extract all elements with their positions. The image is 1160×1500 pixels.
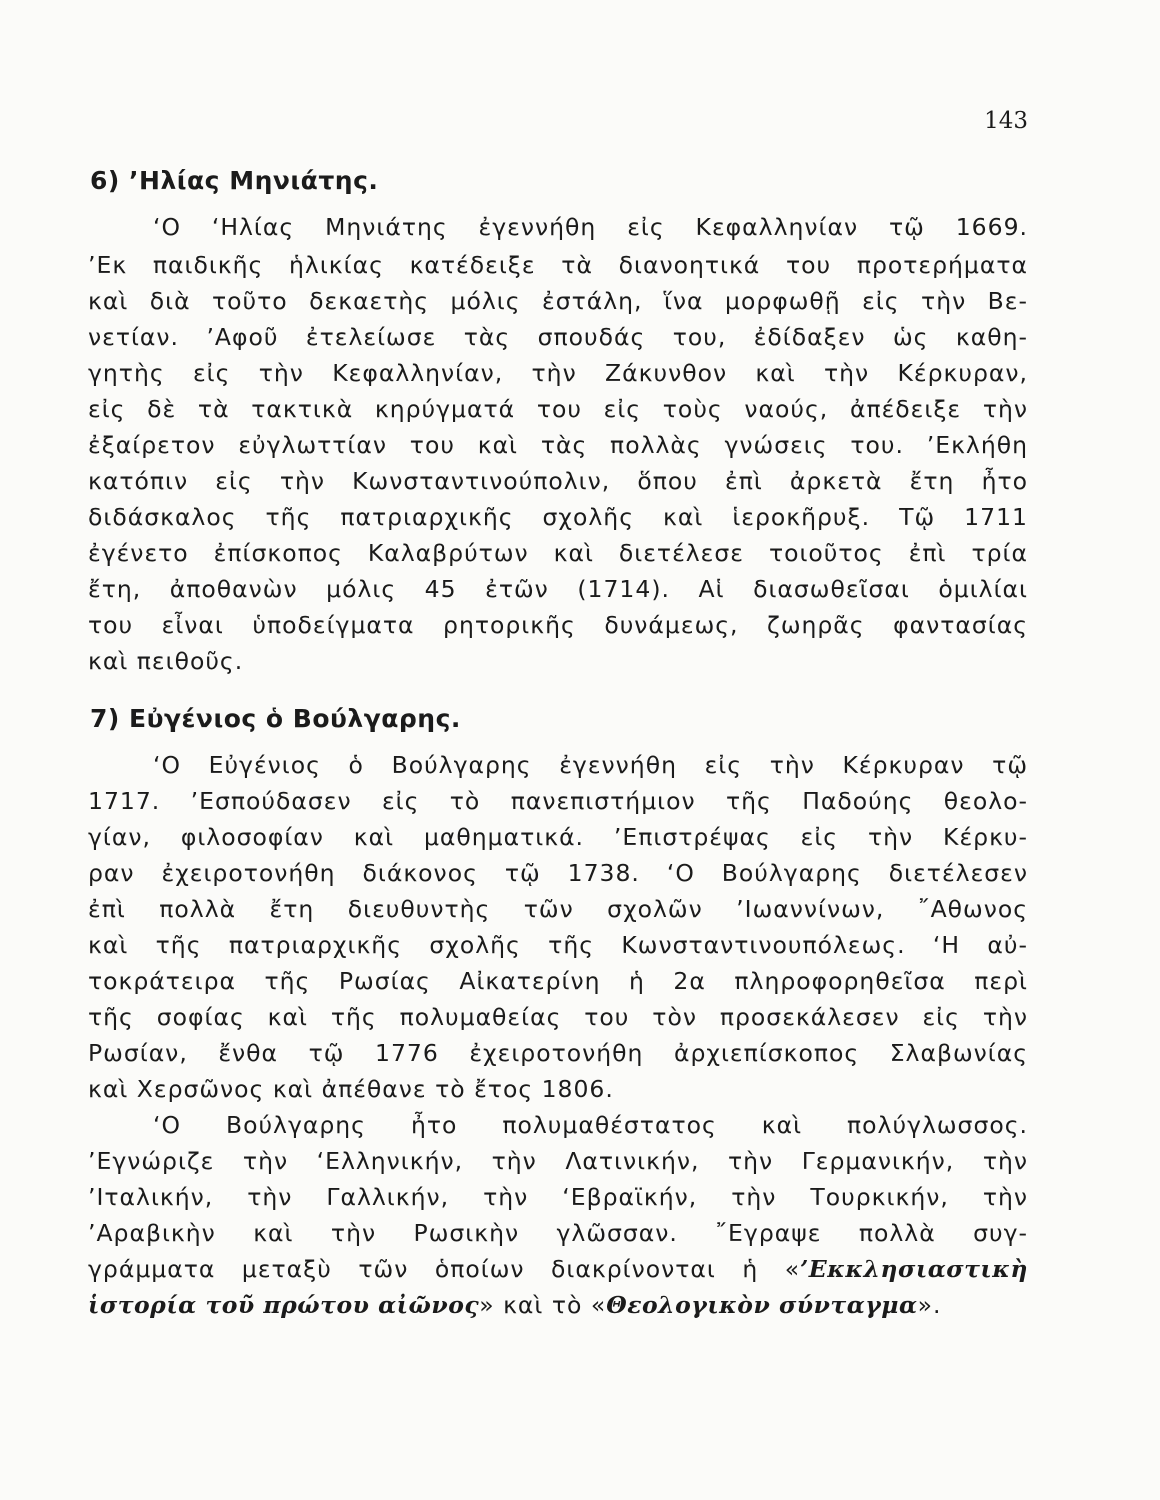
paragraph-line: νετίαν. ’Αφοῦ ἐτελείωσε τὰς σπουδάς του, ἐδίδαξεν ὡς καθη- bbox=[88, 323, 1028, 351]
paragraph-line: ‘Ο ‘Ηλίας Μηνιάτης ἐγεννήθη εἰς Κεφαλληνίαν τῷ 1669. bbox=[153, 213, 1028, 241]
paragraph-line: ‘Ο Εὐγένιος ὁ Βούλγαρης ἐγεννήθη εἰς τὴν Κέρκυραν τῷ bbox=[153, 751, 1028, 779]
paragraph-line: ’Αραβικὴν καὶ τὴν Ρωσικὴν γλῶσσαν. ῎Εγραψε πολλὰ συγ- bbox=[88, 1219, 1028, 1247]
paragraph-line: καὶ τῆς πατριαρχικῆς σχολῆς τῆς Κωνσταντινουπόλεως. ‘Η αὐ- bbox=[88, 931, 1028, 959]
book-title-italic: ’Εκκλησιαστικὴ bbox=[800, 1255, 1028, 1283]
line-text: » καὶ τὸ « bbox=[479, 1291, 607, 1319]
page-number: 143 bbox=[984, 108, 1028, 134]
paragraph-line: Ρωσίαν, ἔνθα τῷ 1776 ἐχειροτονήθη ἀρχιεπίσκοπος Σλαβωνίας bbox=[88, 1039, 1028, 1067]
paragraph-line: ραν ἐχειροτονήθη διάκονος τῷ 1738. ‘Ο Βούλγαρης διετέλεσεν bbox=[88, 859, 1028, 887]
line-text: ». bbox=[917, 1291, 942, 1319]
paragraph-line: εἰς δὲ τὰ τακτικὰ κηρύγματά του εἰς τοὺς ναούς, ἀπέδειξε τὴν bbox=[88, 395, 1028, 423]
line-text: γράμματα μεταξὺ τῶν ὁποίων διακρίνονται ἡ « bbox=[88, 1255, 801, 1283]
paragraph-line: ’Εγνώριζε τὴν ‘Ελληνικήν, τὴν Λατινικήν, τὴν Γερμανικήν, τὴν bbox=[88, 1147, 1028, 1175]
paragraph-line: τῆς σοφίας καὶ τῆς πολυμαθείας του τὸν προσεκάλεσεν εἰς τὴν bbox=[88, 1003, 1028, 1031]
book-title-italic: Θεολογικὸν σύνταγμα bbox=[606, 1291, 918, 1319]
paragraph-line: καὶ Χερσῶνος καὶ ἀπέθανε τὸ ἔτος 1806. bbox=[88, 1075, 614, 1103]
paragraph-line: ’Ιταλικήν, τὴν Γαλλικήν, τὴν ‘Εβραϊκήν, τὴν Τουρκικήν, τὴν bbox=[88, 1183, 1028, 1211]
paragraph-line: γητὴς εἰς τὴν Κεφαλληνίαν, τὴν Ζάκυνθον καὶ τὴν Κέρκυραν, bbox=[88, 359, 1028, 387]
paragraph-line: 1717. ’Εσπούδασεν εἰς τὸ πανεπιστήμιον τῆς Παδούης θεολο- bbox=[88, 787, 1028, 815]
paragraph-line: ἐγένετο ἐπίσκοπος Καλαβρύτων καὶ διετέλεσε τοιοῦτος ἐπὶ τρία bbox=[88, 539, 1028, 567]
paragraph-line: ἐξαίρετον εὐγλωττίαν του καὶ τὰς πολλὰς γνώσεις του. ’Εκλήθη bbox=[88, 431, 1028, 459]
paragraph-line: γίαν, φιλοσοφίαν καὶ μαθηματικά. ’Επιστρέψας εἰς τὴν Κέρκυ- bbox=[88, 823, 1028, 851]
paragraph-line: τοκράτειρα τῆς Ρωσίας Αἰκατερίνη ἡ 2α πληροφορηθεῖσα περὶ bbox=[88, 967, 1028, 995]
paragraph-line: ἔτη, ἀποθανὼν μόλις 45 ἐτῶν (1714). Αἱ διασωθεῖσαι ὁμιλίαι bbox=[88, 575, 1028, 603]
paragraph-line bbox=[88, 1254, 1028, 1284]
paragraph-line: καὶ πειθοῦς. bbox=[88, 647, 244, 675]
section-6-heading: 6) ’Ηλίας Μηνιάτης. bbox=[90, 166, 379, 195]
paragraph-line: ’Εκ παιδικῆς ἡλικίας κατέδειξε τὰ διανοητικά του προτερήματα bbox=[88, 251, 1028, 279]
paragraph-line: κατόπιν εἰς τὴν Κωνσταντινούπολιν, ὅπου ἐπὶ ἀρκετὰ ἔτη ἦτο bbox=[88, 467, 1028, 495]
paragraph-line: του εἶναι ὑποδείγματα ρητορικῆς δυνάμεως, ζωηρᾶς φαντασίας bbox=[88, 611, 1028, 639]
paragraph-line: ἐπὶ πολλὰ ἔτη διευθυντὴς τῶν σχολῶν ’Ιωαννίνων, ῎Αθωνος bbox=[88, 895, 1028, 923]
book-title-italic: ἱστορία τοῦ πρώτου αἰῶνος bbox=[88, 1291, 480, 1319]
section-7-heading: 7) Εὐγένιος ὁ Βούλγαρης. bbox=[90, 704, 461, 733]
paragraph-line: καὶ διὰ τοῦτο δεκαετὴς μόλις ἐστάλη, ἵνα μορφωθῇ εἰς τὴν Βε- bbox=[88, 287, 1028, 315]
paragraph-line: διδάσκαλος τῆς πατριαρχικῆς σχολῆς καὶ ἱεροκῆρυξ. Τῷ 1711 bbox=[88, 503, 1028, 531]
paragraph-line: ‘Ο Βούλγαρης ἦτο πολυμαθέστατος καὶ πολύγλωσσος. bbox=[153, 1111, 1028, 1139]
paragraph-line bbox=[88, 1290, 1028, 1320]
